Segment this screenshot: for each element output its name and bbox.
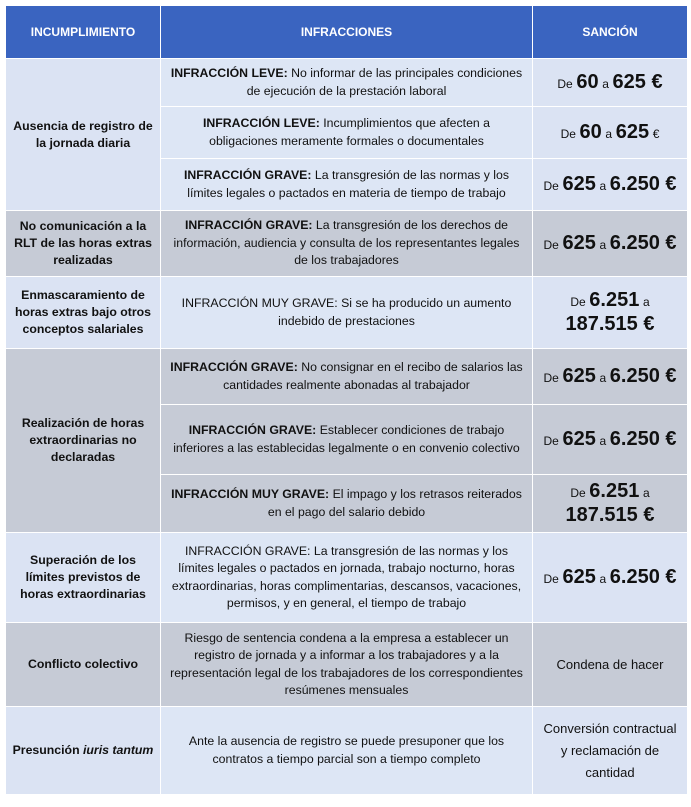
infraccion-cell (161, 59, 533, 107)
infraccion-type: INFRACCIÓN GRAVE: (170, 360, 298, 374)
sancion-from: 625 (562, 364, 596, 387)
sancion-to: 187.515 € (565, 503, 655, 526)
sancion-cell (533, 349, 688, 405)
sancion-de: De (570, 485, 586, 500)
sancion-from: 625 (562, 172, 596, 195)
sancion-to: 625 (615, 120, 650, 143)
sancion-de: De (543, 433, 559, 448)
table-row (6, 211, 688, 277)
sancion-cell (533, 107, 688, 159)
sancion-from: 625 (562, 565, 596, 588)
sancion-cell: Conversión contractual y reclamación de cantidad (533, 707, 688, 795)
infraccion-type: INFRACCIÓN LEVE: (170, 66, 288, 80)
header-infracciones: INFRACCIONES (161, 6, 533, 59)
incumplimiento-italic: iuris tantum (83, 743, 154, 757)
infraccion-type: INFRACCIÓN LEVE: (202, 116, 320, 130)
sancion-a: a (599, 178, 607, 193)
infraccion-text: INFRACCIÓN MUY GRAVE: Si se ha producido un aumento indebido de prestaciones (181, 296, 512, 328)
infraccion-cell (161, 349, 533, 405)
infraccion-cell (161, 707, 533, 795)
incumplimiento-cell: Enmascaramiento de horas extras bajo otros conceptos salariales (6, 277, 161, 349)
sancion-de: De (543, 178, 559, 193)
infraccion-cell (161, 475, 533, 533)
table-row (6, 623, 688, 707)
sancion-de: De (557, 76, 573, 91)
sancion-a: a (642, 294, 650, 309)
table-row (6, 533, 688, 623)
sancion-cell (533, 159, 688, 211)
table-row (6, 707, 688, 795)
sancion-to: 625 € (612, 70, 663, 93)
infraccion-cell (161, 277, 533, 349)
sancion-from: 6.251 (589, 288, 640, 311)
infraccion-text: El impago y los retrasos reiterados en el pago del salario debido (267, 487, 522, 519)
incumplimiento-cell: Conflicto colectivo (6, 623, 161, 707)
infraccion-text: La transgresión de los derechos de información, audiencia y consulta de los representantes legales de los trabajadores (173, 218, 520, 268)
header-row (6, 6, 688, 59)
sancion-from: 6.251 (589, 479, 640, 502)
sancion-cell (533, 533, 688, 623)
sancion-de: De (560, 126, 576, 141)
sancion-to: 6.250 € (609, 364, 677, 387)
incumplimiento-prefix: Presunción (12, 743, 83, 757)
infraccion-type: INFRACCIÓN GRAVE: (183, 168, 312, 182)
sancion-from: 60 (579, 120, 602, 143)
infraccion-cell (161, 623, 533, 707)
incumplimiento-cell: No comunicación a la RLT de las horas extras realizadas (6, 211, 161, 277)
table-row (6, 277, 688, 349)
infraccion-type: INFRACCIÓN MUY GRAVE: (171, 487, 330, 501)
header-incumplimiento: INCUMPLIMIENTO (6, 6, 161, 59)
sancion-cell (533, 475, 688, 533)
sancion-from: 625 (562, 427, 596, 450)
incumplimiento-cell: Superación de los límites previstos de horas extraordinarias (6, 533, 161, 623)
sancion-a: a (599, 237, 607, 252)
sancion-from: 625 (562, 231, 596, 254)
sancion-de: De (543, 237, 559, 252)
infraccion-cell (161, 211, 533, 277)
incumplimiento-cell: Realización de horas extraordinarias no declaradas (6, 349, 161, 533)
infraccion-cell (161, 405, 533, 475)
sancion-cell (533, 211, 688, 277)
sancion-to: 6.250 € (609, 427, 677, 450)
sancion-a: a (599, 571, 607, 586)
sancion-cell: Condena de hacer (533, 623, 688, 707)
sancion-de: De (543, 571, 559, 586)
sancion-cell (533, 405, 688, 475)
sancion-de: De (543, 370, 559, 385)
infraccion-text: Incumplimientos que afecten a obligaciones meramente formales o documentales (209, 116, 491, 148)
sancion-a: a (599, 433, 607, 448)
sancion-a: a (605, 126, 613, 141)
infraccion-cell (161, 107, 533, 159)
sancion-a: a (642, 485, 650, 500)
table-row (6, 349, 688, 405)
infraccion-text: La transgresión de las normas y los límites legales o pactados en materia de tiempo de trabajo (187, 168, 510, 200)
sancion-to: 187.515 € (565, 312, 655, 335)
sancion-a: a (602, 76, 609, 91)
infraccion-text: INFRACCIÓN GRAVE: La transgresión de las normas y los límites legales o pactados en jornada, trabajo nocturno, horas extraordinarias, horas complimentarias, descansos, vacaciones, permisos, y en general, el tiempo de trabajo (171, 543, 522, 610)
infraccion-text: No consignar en el recibo de salarios las cantidades realmente abonadas al trabajador (223, 360, 523, 392)
table-row (6, 59, 688, 107)
infraccion-type: INFRACCIÓN GRAVE: (184, 218, 313, 233)
sancion-de: De (570, 294, 586, 309)
sancion-cell (533, 59, 688, 107)
infraccion-cell (161, 533, 533, 623)
infraccion-text: Ante la ausencia de registro se puede presuponer que los contratos a tiempo parcial son a tiempo completo (188, 734, 505, 766)
sancion-unit: € (652, 126, 660, 141)
incumplimiento-cell: Ausencia de registro de la jornada diaria (6, 59, 161, 211)
incumplimiento-cell (6, 707, 161, 795)
sancion-cell (533, 277, 688, 349)
sancion-from: 60 (576, 70, 599, 93)
sancion-to: 6.250 € (609, 231, 677, 254)
infraccion-text: Riesgo de sentencia condena a la empresa a establecer un registro de jornada y a informar a los trabajadores y a la representación legal de los trabajadores de los correspondientes resúmenes mensuales (170, 630, 523, 697)
infraccion-text: No informar de las principales condiciones de ejecución de la prestación laboral (246, 66, 523, 98)
infraccion-type: INFRACCIÓN GRAVE: (188, 423, 317, 437)
infraccion-cell (161, 159, 533, 211)
sanctions-table (5, 5, 688, 795)
header-sancion: SANCIÓN (533, 6, 688, 59)
sancion-to: 6.250 € (609, 172, 677, 195)
sancion-a: a (599, 370, 607, 385)
sancion-to: 6.250 € (609, 565, 677, 588)
infraccion-text: Establecer condiciones de trabajo inferiores a las establecidas legalmente o en convenio colectivo (173, 423, 520, 455)
